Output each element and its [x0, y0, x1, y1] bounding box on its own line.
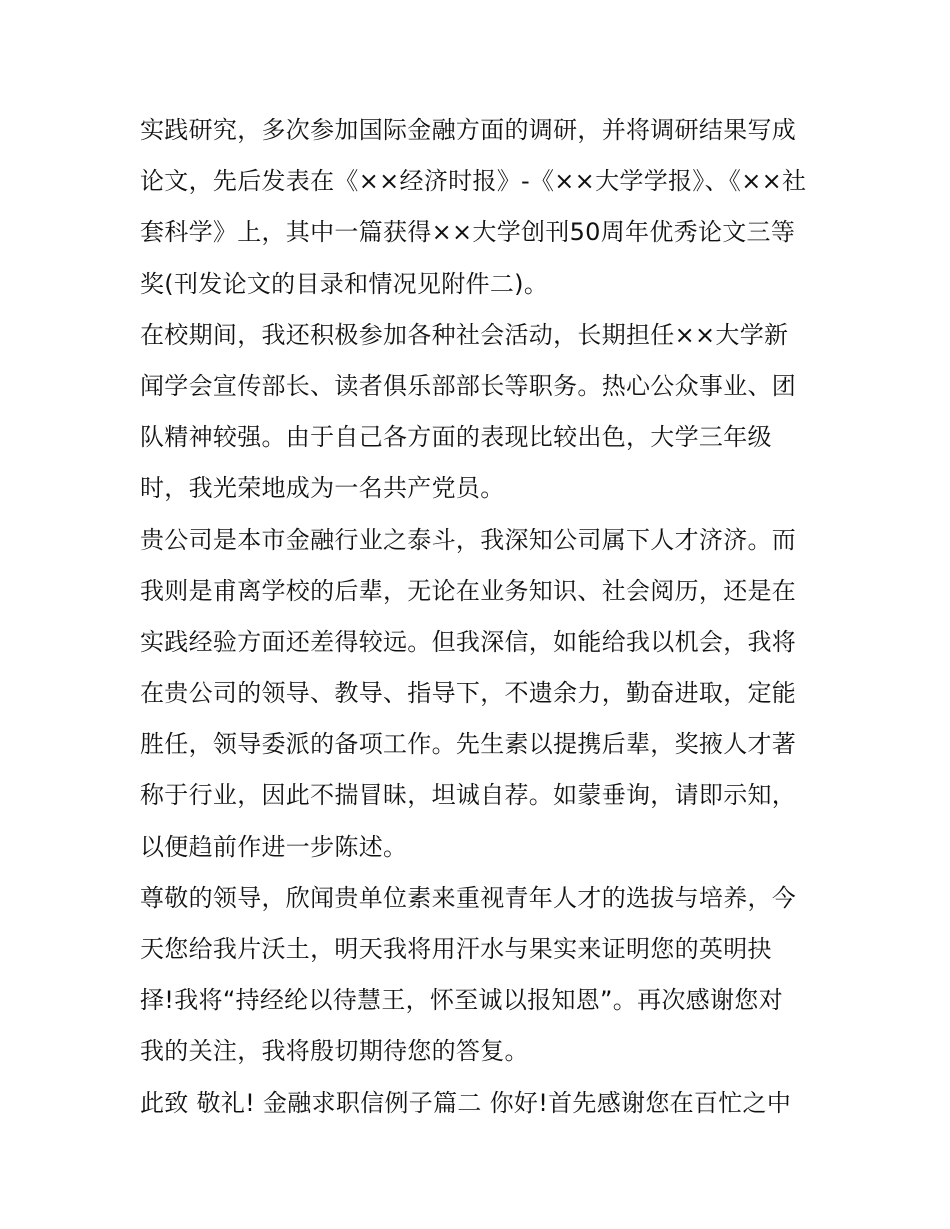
text-line: 在贵公司的领导、教导、指导下，不遗余力，勤奋进取，定能: [140, 679, 797, 708]
text-line: 胜任，领导委派的备项工作。先生素以提携后辈，奖掖人才著: [140, 730, 797, 759]
text-line: 闻学会宣传部长、读者俱乐部部长等职务。热心公众事业、团: [140, 371, 797, 400]
text-line: 论文，先后发表在《××经济时报》-《××大学学报》、《××社: [140, 167, 807, 196]
text-line: 择!我将“持经纶以待慧王，怀至诚以报知恩”。再次感谢您对: [140, 986, 783, 1015]
text-line: 称于行业，因此不揣冒昧，坦诚自荐。如蒙垂询，请即示知，: [140, 781, 797, 810]
text-line: 天您给我片沃土，明天我将用汗水与果实来证明您的英明抉: [140, 935, 772, 963]
text-line: 实践研究，多次参加国际金融方面的调研，并将调研结果写成: [140, 116, 797, 144]
text-line: 尊敬的领导，欣闻贵单位素来重视青年人才的选拔与培养，今: [140, 883, 797, 912]
text-line: 套科学》上，其中一篇获得××大学创刊50周年优秀论文三等: [140, 218, 796, 247]
text-line: 在校期间，我还积极参加各种社会活动，长期担任××大学新: [140, 320, 789, 349]
text-line: 时，我光荣地成为一名共产党员。: [140, 474, 505, 503]
text-line: 实践经验方面还差得较远。但我深信，如能给我以机会，我将: [140, 627, 797, 656]
text-line: 贵公司是本市金融行业之泰斗，我深知公司属下人才济济。而: [140, 525, 797, 554]
text-line: 我则是甫离学校的后辈，无论在业务知识、社会阅历，还是在: [140, 576, 797, 605]
text-line: 以便趋前作进一步陈述。: [140, 832, 408, 861]
body-text: [140, 108, 820, 1132]
text-line: 奖(刊发论文的目录和情况见附件二)。: [140, 269, 549, 298]
text-line: 我的关注，我将殷切期待您的答复。: [140, 1037, 529, 1066]
text-line: 此致 敬礼! 金融求职信例子篇二 你好!首先感谢您在百忙之中: [140, 1088, 792, 1117]
text-line: 队精神较强。由于自己各方面的表现比较出色，大学三年级: [140, 423, 772, 452]
